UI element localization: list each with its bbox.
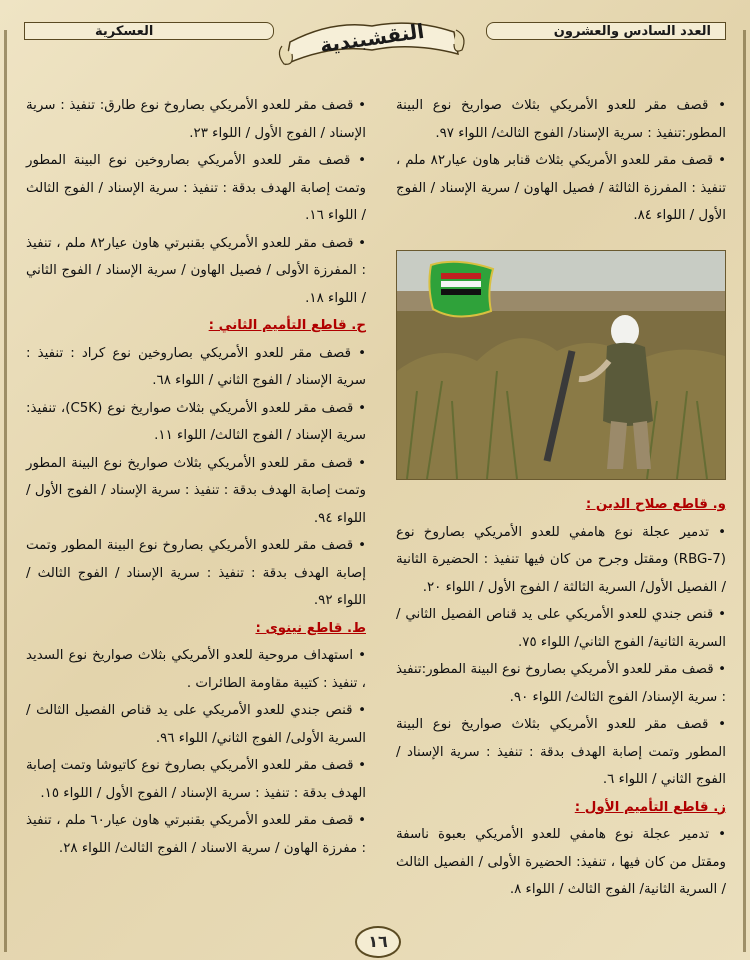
report-item: • قصف مقر للعدو الأمريكي بقنبرتي هاون عيار٨٢ ملم ، تنفيذ : المفرزة الأولى / فصيل الهاون / سرية الإسناد / الفوج الثاني / اللواء ١٨. <box>26 235 366 306</box>
right-text-column-bottom <box>396 491 726 904</box>
section-heading: ط. قاطع نينوى : <box>255 620 366 636</box>
report-item: • قصف مقر للعدو الأمريكي بصاروخين نوع كراد : تنفيذ : سرية الإسناد / الفوج الثاني / اللواء ٦٨. <box>26 345 366 388</box>
header-section-label: العسكرية <box>24 22 274 40</box>
report-item: • قنص جندي للعدو الأمريكي على يد قناص الفصيل الثالث / السرية الأولى/ الفوج الثاني/ اللواء ٩٦. <box>26 703 366 746</box>
report-item: • قصف مقر للعدو الأمريكي بثلاث قنابر هاون عيار٨٢ ملم ، تنفيذ : المفرزة الثالثة / فصيل الهاون / سرية الإسناد / الفوج الأول / اللواء ٨٤. <box>396 153 726 223</box>
section-heading: ح. قاطع التأميم الثاني : <box>208 318 366 333</box>
report-item: • قصف مقر للعدو الأمريكي بثلاث صواريخ نوع البينة المطور:تنفيذ : سرية الإسناد/ الفوج الثالث/ اللواء ٩٧. <box>396 98 726 141</box>
report-item: • استهداف مروحية للعدو الأمريكي بثلاث صواريخ نوع السديد ، تنفيذ : كتيبة مقاومة الطائرات . <box>26 648 366 691</box>
report-item: • قصف مقر للعدو الأمريكي بصاروخ نوع كاتيوشا وتمت إصابة الهدف بدقة : تنفيذ : سرية الإسناد / الفوج الأول / اللواء ١٥. <box>26 758 366 801</box>
page-number: ١٦ <box>355 926 401 958</box>
article-title: النقشبندية <box>318 18 426 58</box>
report-item: • قصف مقر للعدو الأمريكي بصاروخ نوع البينة المطور وتمت إصابة الهدف بدقة : تنفيذ : سرية الإسناد / الفوج الثالث / اللواء ٩٢. <box>26 538 366 608</box>
report-item: • قصف مقر للعدو الأمريكي بصاروخ نوع طارق: تنفيذ : سرية الإسناد / الفوج الأول / اللواء ٢٣. <box>26 98 366 141</box>
page-header <box>0 0 750 86</box>
fighter-mortar-photo <box>396 250 726 480</box>
header-issue-label: العدد السادس والعشرون <box>486 22 726 40</box>
report-item: • تدمير عجلة نوع هامفي للعدو الأمريكي بصاروخ نوع (RBG-7) ومقتل وجرح من كان فيها تنفيذ : الحضيرة الثانية / الفصيل الأول/ السرية الثالثة / الفوج الأول / اللواء ٢٠. <box>396 524 726 595</box>
report-item: • قصف مقر للعدو الأمريكي بقنبرتي هاون عيار٦٠ ملم ، تنفيذ : مفرزة الهاون / سرية الاسناد / الفوج الثالث/ اللواء ٢٨. <box>26 813 366 856</box>
report-item: • قصف مقر للعدو الأمريكي بثلاث صواريخ نوع البينة المطور وتمت إصابة الهدف بدقة : تنفيذ : سرية الإسناد / الفوج الأول / اللواء ٩٤. <box>26 455 366 526</box>
section-heading: و. قاطع صلاح الدين : <box>585 497 726 512</box>
page-border-right <box>743 30 746 952</box>
report-item: • قنص جندي للعدو الأمريكي على يد قناص الفصيل الثاني / السرية الثانية/ الفوج الثاني/ اللواء ٧٥. <box>396 607 726 650</box>
report-item: • قصف مقر للعدو الأمريكي بصاروخ نوع البينة المطور:تنفيذ : سرية الإسناد/ الفوج الثالث/ اللواء ٩٠. <box>396 662 726 705</box>
right-text-column-top <box>396 92 726 230</box>
report-item: • قصف مقر للعدو الأمريكي بثلاث صواريخ نوع (C5K)، تنفيذ: سرية الإسناد / الفوج الثالث/ اللواء ١١. <box>26 400 366 443</box>
title-scroll-banner <box>272 6 472 72</box>
report-item: • قصف مقر للعدو الأمريكي بصاروخين نوع البينة المطور وتمت إصابة الهدف بدقة : تنفيذ : سرية الإسناد / الفوج الثالث / اللواء ١٦. <box>26 153 366 223</box>
report-item: • تدمير عجلة نوع هامفي للعدو الأمريكي بعبوة ناسفة ومقتل من كان فيها ، تنفيذ: الحضيرة الأولى / الفصيل الثالث / السرية الثانية/ الفوج الثالث / اللواء ٨. <box>396 827 726 897</box>
left-text-column <box>26 92 366 862</box>
page-border-left <box>4 30 7 952</box>
report-item: • قصف مقر للعدو الأمريكي بثلاث صواريخ نوع البينة المطور وتمت إصابة الهدف بدقة : تنفيذ : سرية الإسناد / الفوج الثاني / اللواء ٦. <box>396 717 726 787</box>
section-heading: ز. قاطع التأميم الأول : <box>574 799 726 815</box>
